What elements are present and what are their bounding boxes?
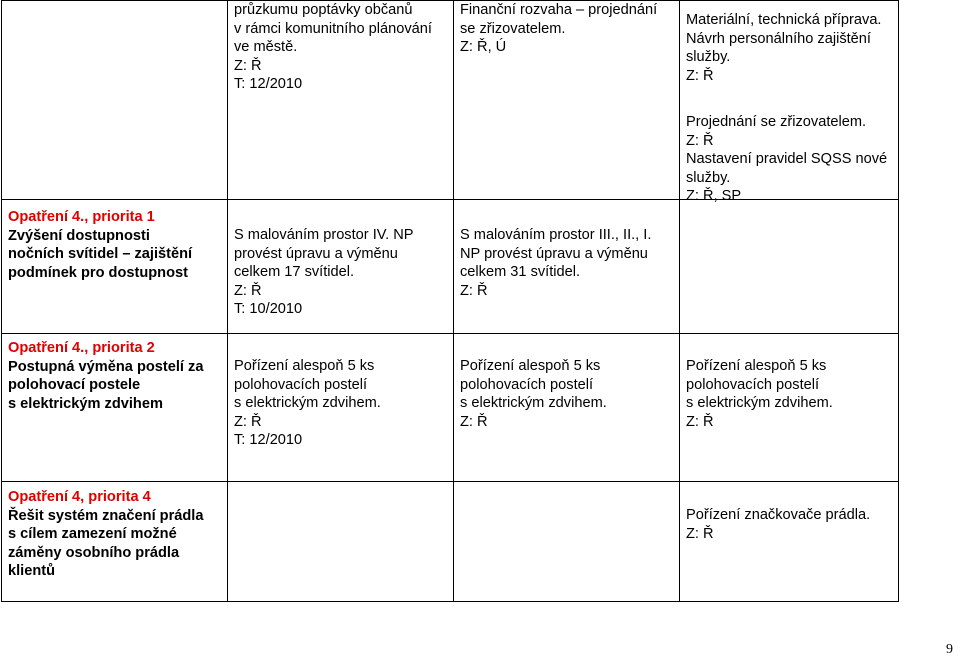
cell-line: T: 12/2010 (234, 432, 303, 448)
cell-line: polohovacích postelí (460, 376, 594, 393)
measure-cell (2, 334, 228, 482)
cell-line: Z: Ř (686, 525, 714, 542)
cell-line: celkem 17 svítidel. (234, 264, 355, 280)
measure-name-line: Postupná výměna postelí za (8, 358, 204, 375)
page-number: 9 (946, 642, 953, 657)
measure-name-line: s cílem zamezení možné (8, 526, 177, 542)
plan-cell (680, 114, 899, 334)
table-row (2, 200, 899, 334)
cell-line: S malováním prostor III., II., I. (460, 227, 652, 243)
cell-line: S malováním prostor IV. NP (234, 227, 414, 243)
cell-line: Z: Ř (686, 413, 714, 430)
cell-line: se zřizovatelem. (460, 20, 566, 37)
measure-name-line: nočních svítidel – zajištění (8, 246, 193, 262)
cell-line: Pořízení alespoň 5 ks (686, 358, 827, 374)
cell-line: Z: Ř (234, 413, 262, 430)
plan-cell (454, 334, 680, 482)
cell-line: Pořízení alespoň 5 ks (234, 358, 375, 374)
measure-name-line: podmínek pro dostupnost (8, 264, 188, 281)
plan-cell (680, 334, 899, 482)
cell-line: Z: Ř (460, 282, 488, 299)
cell-line: provést úpravu a výměnu (234, 245, 398, 262)
cell-line: T: 12/2010 (234, 76, 303, 92)
measure-cell (2, 1, 228, 200)
plan-cell (228, 482, 454, 602)
measure-cell (2, 200, 228, 334)
cell-line: Z: Ř (460, 413, 488, 430)
cell-line: Pořízení alespoň 5 ks (460, 358, 601, 374)
cell-line: služby. (686, 169, 731, 186)
plan-cell (228, 334, 454, 482)
plan-cell (228, 200, 454, 334)
cell-line: Materiální, technická příprava. (686, 12, 882, 28)
plan-cell (454, 1, 680, 200)
plan-cell (454, 482, 680, 602)
cell-line: s elektrickým zdvihem. (686, 395, 833, 411)
cell-line: Z: Ř (686, 132, 714, 149)
measure-name-line: klientů (8, 563, 56, 579)
cell-line: Z: Ř, Ú (460, 39, 507, 55)
measure-title: Opatření 4, priorita 4 (8, 489, 151, 505)
cell-line: Z: Ř, SP (686, 188, 742, 204)
cell-line: Z: Ř (234, 57, 262, 74)
measure-name-line: záměny osobního prádla (8, 544, 180, 561)
cell-line: NP provést úpravu a výměnu (460, 245, 648, 262)
cell-line: Pořízení značkovače prádla. (686, 507, 871, 523)
measure-title: Opatření 4., priorita 1 (8, 209, 155, 225)
cell-line: polohovacích postelí (234, 376, 368, 393)
plan-cell (680, 482, 899, 602)
plan-cell (454, 200, 680, 334)
cell-line: průzkumu poptávky občanů (234, 2, 413, 18)
cell-line: T: 10/2010 (234, 301, 303, 317)
cell-line: polohovacích postelí (686, 376, 820, 393)
cell-line: ve městě. (234, 39, 298, 55)
cell-line: Projednání se zřizovatelem. (686, 114, 867, 130)
table-row (2, 334, 899, 482)
cell-line: s elektrickým zdvihem. (460, 395, 607, 411)
cell-line: Z: Ř (686, 67, 714, 84)
table-row (2, 482, 899, 602)
cell-line: s elektrickým zdvihem. (234, 395, 381, 411)
cell-line: Z: Ř (234, 282, 262, 299)
cell-line: služby. (686, 49, 731, 65)
cell-line: Nastavení pravidel SQSS nové (686, 151, 888, 167)
cell-line: Finanční rozvaha – projednání (460, 2, 658, 18)
cell-line: Návrh personálního zajištění (686, 30, 871, 47)
cell-line: celkem 31 svítidel. (460, 264, 581, 280)
measure-title: Opatření 4., priorita 2 (8, 340, 155, 356)
measure-name-line: s elektrickým zdvihem (8, 395, 163, 412)
action-plan-table (1, 0, 899, 602)
cell-line: v rámci komunitního plánování (234, 20, 432, 37)
measure-name-line: Řešit systém značení prádla (8, 507, 204, 524)
plan-cell (228, 1, 454, 200)
measure-name-line: polohovací postele (8, 377, 141, 393)
measure-cell (2, 482, 228, 602)
measure-name-line: Zvýšení dostupnosti (8, 227, 150, 244)
